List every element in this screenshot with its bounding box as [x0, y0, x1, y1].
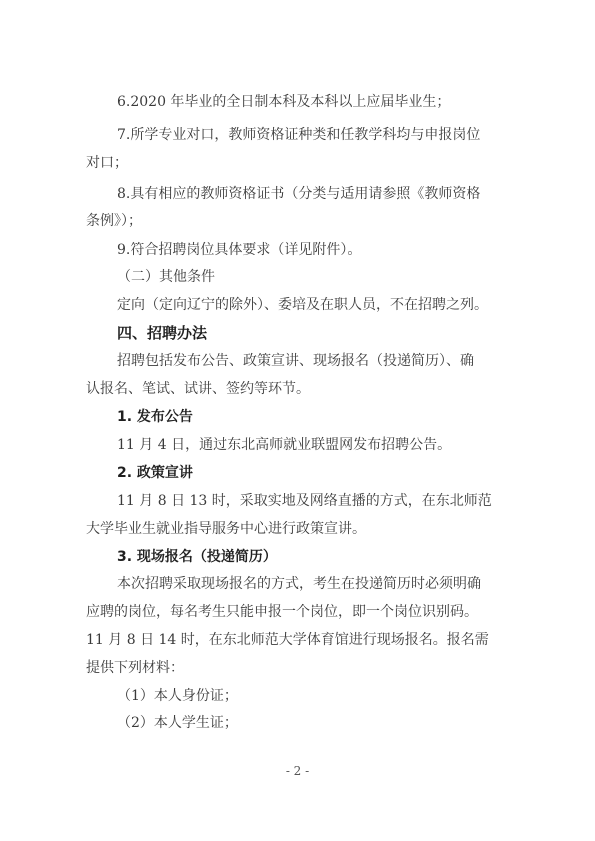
section-heading: 四、招聘办法	[117, 324, 208, 342]
paragraph-line: 8.具有相应的教师资格证书（分类与适用请参照《教师资格	[117, 186, 481, 202]
section-heading: 3. 现场报名（投递简历）	[117, 549, 277, 565]
paragraph-line: 11 月 4 日，通过东北高师就业联盟网发布招聘公告。	[117, 437, 452, 453]
paragraph-line: 大学毕业生就业指导服务中心进行政策宣讲。	[86, 521, 366, 537]
paragraph-line: 提供下列材料：	[86, 660, 184, 676]
paragraph-line: 对口；	[86, 155, 128, 171]
sub-heading: （二）其他条件	[117, 269, 215, 285]
page-number: - 2 -	[285, 764, 310, 778]
paragraph-line: 条例》）；	[86, 213, 142, 229]
paragraph-line: 6.2020 年毕业的全日制本科及本科以上应届毕业生；	[117, 94, 451, 110]
section-heading: 2. 政策宣讲	[117, 465, 193, 481]
paragraph-line: 9.符合招聘岗位具体要求（详见附件）。	[117, 242, 362, 258]
paragraph-line: 招聘包括发布公告、政策宣讲、现场报名（投递简历）、确	[117, 353, 474, 369]
section-heading: 1. 发布公告	[117, 409, 193, 425]
paragraph-line: 应聘的岗位，每名考生只能申报一个岗位，即一个岗位识别码。	[86, 604, 478, 620]
paragraph-line: 定向（定向辽宁的除外）、委培及在职人员，不在招聘之列。	[117, 297, 488, 313]
list-item: （2）本人学生证；	[117, 715, 238, 731]
paragraph-line: 7.所学专业对口，教师资格证种类和任教学科均与申报岗位	[117, 127, 481, 143]
paragraph-line: 认报名、笔试、试讲、签约等环节。	[86, 381, 310, 397]
paragraph-line: 11 月 8 日 14 时，在东北师范大学体育馆进行现场报名。报名需	[86, 632, 489, 648]
paragraph-line: 本次招聘采取现场报名的方式，考生在投递简历时必须明确	[117, 576, 481, 592]
paragraph-line: 11 月 8 日 13 时，采取实地及网络直播的方式，在东北师范	[117, 493, 492, 509]
list-item: （1）本人身份证；	[117, 688, 238, 704]
